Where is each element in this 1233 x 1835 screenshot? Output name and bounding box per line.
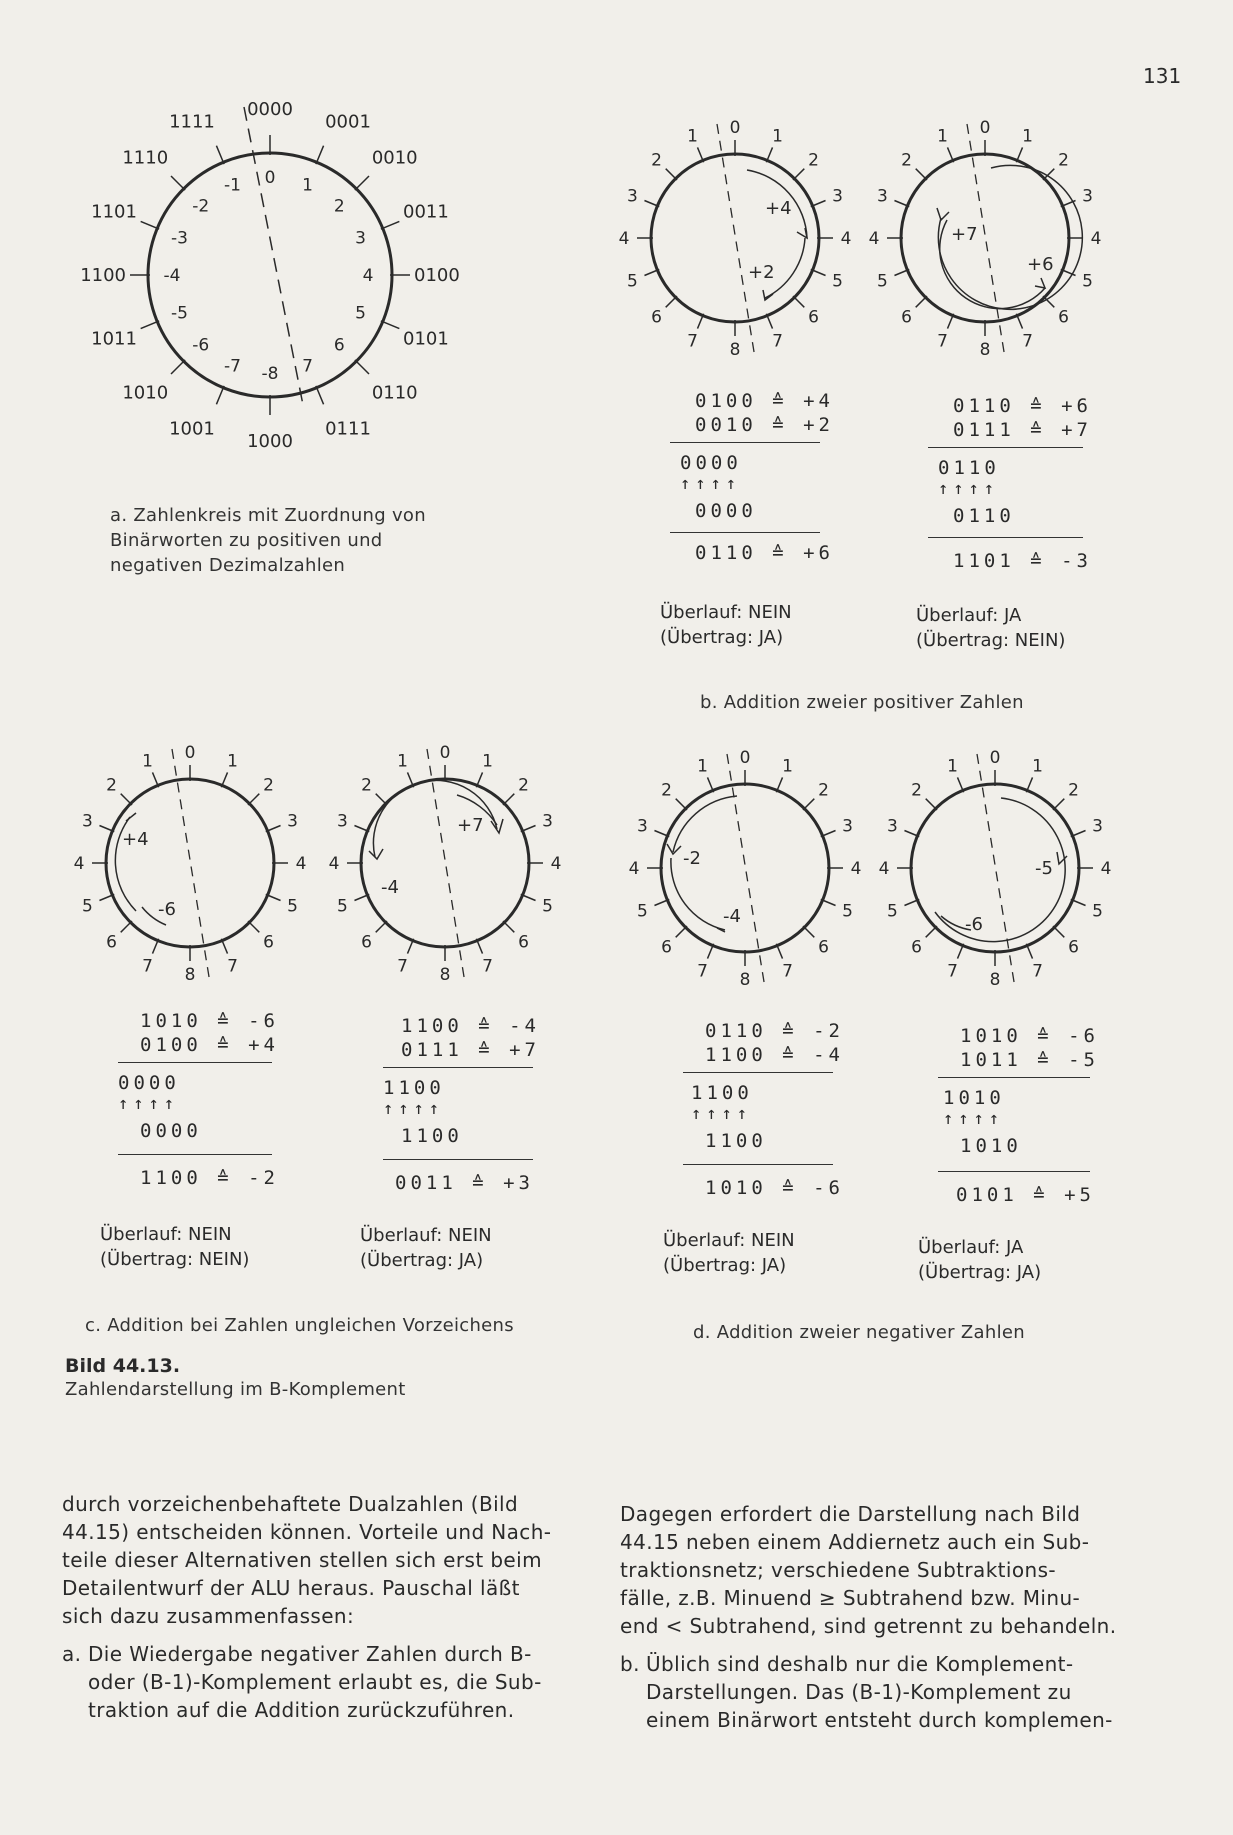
small-tick [676,799,687,810]
decimal-value-label: 2 [333,196,345,217]
arrow-label: -4 [381,877,399,898]
small-circle-number-label: 8 [739,970,751,990]
small-circle-number-label: 5 [287,896,298,917]
small-circle-number-label: 2 [106,775,117,796]
small-circle-number-label: 4 [295,854,307,874]
decimal-value-label: -6 [192,335,210,356]
caption-a-line2: Binärworten zu positiven und [110,530,383,551]
small-circle-number-label: 4 [850,859,862,879]
binary-word-label: 0100 [414,265,460,286]
small-circle-number-label: 7 [697,961,708,982]
small-circle-number-label: 5 [832,271,843,292]
small-circle-number-label: 7 [227,956,238,977]
small-circle-number-label: 5 [82,896,93,917]
small-circle-number-label: 4 [328,854,340,874]
small-tick [248,794,259,805]
caption-c: c. Addition bei Zahlen ungleichen Vorzeichens [85,1315,514,1336]
small-circle-number-label: 8 [979,340,991,360]
small-circle-number-label: 8 [989,970,1001,990]
small-circle-number-label: 4 [550,854,562,874]
small-circle-number-label: 6 [1068,937,1079,958]
small-circle-number-label: 8 [184,965,196,985]
small-circle-number-label: 3 [627,186,638,207]
arrow-label: -2 [683,848,701,869]
small-circle-number-label: 4 [618,229,630,249]
small-circle-d2 [875,740,1115,1000]
small-tick [666,296,677,307]
small-circle-number-label: 8 [439,965,451,985]
main-tick [141,221,159,229]
small-circle-number-label: 4 [868,229,880,249]
arrow-label: +4 [122,829,149,850]
small-circle-number-label: 5 [1092,901,1103,922]
small-circle-number-label: 3 [842,816,853,837]
small-circle-number-label: 6 [901,307,912,328]
small-circle-c2 [325,735,565,995]
small-tick [376,794,387,805]
decimal-value-label: 7 [302,356,313,377]
caption-b: b. Addition zweier positiver Zahlen [700,692,1024,713]
binary-word-label: 1000 [247,431,293,452]
small-circle-number-label: 3 [1092,816,1103,837]
small-circle-number-label: 0 [739,748,751,768]
main-circle-decimal-labels [164,168,374,384]
small-circle-number-label: 1 [782,756,793,777]
main-tick [316,386,324,404]
body-line: Darstellungen. Das (B-1)-Komplement zu [646,1680,1072,1704]
small-tick [926,926,937,937]
small-circle-number-label: 2 [651,150,662,171]
caption-d: d. Addition zweier negativer Zahlen [693,1322,1025,1343]
small-tick [803,799,814,810]
small-tick [1053,926,1064,937]
small-circle-number-label: 3 [82,811,93,832]
body-line: sich dazu zusammenfassen: [62,1604,355,1628]
body-line: durch vorzeichenbehaftete Dualzahlen (Bild [62,1492,519,1516]
small-circle-number-label: 1 [482,751,493,772]
small-circle-number-label: 3 [832,186,843,207]
body-line: Üblich sind deshalb nur die Komplement- [646,1652,1074,1676]
small-circle-number-label: 7 [687,331,698,352]
small-circle-number-label: 2 [361,775,372,796]
small-circle-number-label: 1 [142,751,153,772]
small-circle-number-label: 6 [911,937,922,958]
caption-a-line1: a. Zahlenkreis mit Zuordnung von [110,505,426,526]
body-left-column [62,1490,577,1724]
small-circle-number-label: 7 [1022,331,1033,352]
small-circle-number-label: 2 [911,780,922,801]
arrow-label: +7 [951,224,978,245]
decimal-value-label: -4 [163,266,181,286]
small-circle-number-label: 7 [947,961,958,982]
binary-word-label: 1111 [169,111,215,133]
body-line: 44.15 neben einem Addiernetz auch ein Sub- [620,1530,1090,1554]
small-circle-number-label: 2 [661,780,672,801]
small-circle-number-label: 2 [808,150,819,171]
arrow-label: +2 [748,262,775,283]
decimal-value-label: 5 [355,303,366,324]
body-right-column [620,1500,1140,1734]
small-circle-number-label: 0 [439,743,451,763]
body-line: Die Wiedergabe negativer Zahlen durch B- [88,1642,532,1666]
small-circle-number-label: 1 [227,751,238,772]
list-marker-a: a. [62,1642,82,1666]
small-circle-b2 [865,110,1105,370]
small-circle-number-label: 1 [947,756,958,777]
small-circle-number-label: 5 [627,271,638,292]
small-circle-number-label: 0 [989,748,1001,768]
decimal-value-label: 3 [355,228,366,249]
main-tick [381,221,399,229]
small-circle-number-label: 7 [782,961,793,982]
decimal-value-label: -1 [224,175,241,196]
small-circle-number-label: 4 [628,859,640,879]
small-circle-number-label: 5 [877,271,888,292]
list-item-b [620,1650,1140,1734]
main-tick [216,386,224,404]
small-tick [793,169,804,180]
small-circle-number-label: 1 [1022,126,1033,147]
body-line: einem Binärwort entsteht durch komplemen- [646,1708,1113,1732]
small-circle-number-label: 5 [542,896,553,917]
decimal-value-label: 4 [362,266,374,286]
small-circle-number-label: 3 [637,816,648,837]
small-circle-number-label: 7 [397,956,408,977]
page-number: 131 [1143,64,1182,88]
small-circle-number-label: 3 [877,186,888,207]
small-tick [666,169,677,180]
small-tick [503,794,514,805]
decimal-value-label: 6 [333,335,345,356]
binary-word-label: 0001 [325,111,371,133]
caption-a [110,503,426,578]
binary-word-label: 0011 [403,201,449,223]
small-circle-number-label: 2 [1058,150,1069,171]
body-line: teile dieser Alternativen stellen sich erst beim [62,1548,542,1572]
small-circle-number-label: 5 [1082,271,1093,292]
small-circle-number-label: 3 [542,811,553,832]
small-circle-number-label: 7 [1032,961,1043,982]
binary-word-label: 0110 [371,382,418,404]
small-circle-number-label: 7 [772,331,783,352]
decimal-value-label: -8 [261,364,279,384]
body-line: traktionsnetz; verschiedene Subtraktions- [620,1558,1057,1582]
small-circle-number-label: 2 [518,775,529,796]
binary-word-label: 0101 [403,328,449,350]
small-circle-number-label: 6 [361,932,372,953]
body-line: traktion auf die Addition zurückzuführen. [88,1698,515,1722]
binary-word-label: 0010 [371,147,418,169]
small-tick [803,926,814,937]
small-circle-number-label: 5 [887,901,898,922]
body-line: oder (B-1)-Komplement erlaubt es, die Sub- [88,1670,542,1694]
small-circle-number-label: 1 [397,751,408,772]
small-tick [916,169,927,180]
list-marker-b: b. [620,1652,640,1676]
arrow-label: -6 [965,914,983,935]
main-tick [141,321,159,329]
main-tick [171,176,185,190]
small-circle-number-label: 4 [73,854,85,874]
binary-word-label: 1110 [122,147,169,169]
binary-word-label: 0000 [247,99,293,120]
small-circle-number-label: 2 [263,775,274,796]
small-circle-number-label: 4 [1100,859,1112,879]
figure-number: Bild 44.13. [65,1355,181,1377]
small-circle-number-label: 6 [818,937,829,958]
small-circle-number-label: 1 [937,126,948,147]
small-circle-c1 [70,735,310,995]
small-circle-number-label: 6 [518,932,529,953]
small-circle-number-label: 3 [287,811,298,832]
small-tick [1053,799,1064,810]
small-tick [926,799,937,810]
arrow-label: -4 [723,906,741,927]
small-circle-number-label: 0 [979,118,991,138]
decimal-value-label: 0 [264,168,276,188]
small-circle-number-label: 6 [1058,307,1069,328]
small-circle-number-label: 6 [808,307,819,328]
arrow-label: -6 [158,899,176,920]
small-circle-number-label: 3 [1082,186,1093,207]
small-circle-d1 [625,740,865,1000]
small-circle-number-label: 7 [482,956,493,977]
small-circle-number-label: 1 [697,756,708,777]
arrow-label: +4 [765,198,792,219]
figure-caption: Zahlendarstellung im B-Komplement [65,1379,406,1400]
small-circle-number-label: 1 [687,126,698,147]
arrow-label: +7 [457,815,484,836]
binary-word-label: 1010 [122,382,169,404]
body-line: fälle, z.B. Minuend ≥ Subtrahend bzw. Minu- [620,1586,1081,1610]
decimal-value-label: -3 [170,228,188,249]
binary-word-label: 1001 [169,418,215,440]
small-tick [248,921,259,932]
caption-a-line3: negativen Dezimalzahlen [110,555,346,576]
small-circle-number-label: 2 [1068,780,1079,801]
small-tick [376,921,387,932]
list-item-a [62,1640,577,1724]
small-circle-number-label: 4 [878,859,890,879]
small-circle-number-label: 5 [637,901,648,922]
small-circle-number-label: 3 [337,811,348,832]
small-circle-number-label: 1 [772,126,783,147]
small-circle-number-label: 0 [184,743,196,763]
small-circle-number-label: 1 [1032,756,1043,777]
main-tick [381,321,399,329]
small-circle-number-label: 3 [887,816,898,837]
small-circle-number-label: 2 [901,150,912,171]
small-circle-number-label: 5 [337,896,348,917]
small-circle-number-label: 7 [142,956,153,977]
small-circle-number-label: 8 [729,340,741,360]
body-line: Dagegen erfordert die Darstellung nach Bild [620,1502,1081,1526]
small-circle-number-label: 2 [818,780,829,801]
arrow-label: +6 [1027,254,1054,275]
small-circle-number-label: 4 [840,229,852,249]
small-circle-number-label: 4 [1090,229,1102,249]
small-circle-number-label: 5 [842,901,853,922]
binary-word-label: 0111 [325,418,371,440]
small-circle-number-label: 7 [937,331,948,352]
body-line: Detailentwurf der ALU heraus. Pauschal läßt [62,1576,520,1600]
main-number-circle [60,95,480,465]
small-circle-number-label: 6 [263,932,274,953]
main-tick [355,176,369,190]
small-circle-number-label: 6 [106,932,117,953]
small-tick [793,296,804,307]
small-circle-number-label: 6 [661,937,672,958]
decimal-value-label: -2 [192,196,210,217]
figure-label [65,1355,406,1402]
small-tick [121,921,132,932]
arrow-label: -5 [1035,858,1053,879]
main-tick [316,146,324,164]
decimal-value-label: -7 [224,356,241,377]
small-circle-number-label: 6 [651,307,662,328]
small-circle-number-label: 0 [729,118,741,138]
binary-word-label: 1011 [91,328,137,350]
main-tick [355,360,369,374]
body-line: end < Subtrahend, sind getrennt zu behandeln. [620,1614,1117,1638]
main-tick [216,146,224,164]
main-tick [171,360,185,374]
body-line: 44.15) entscheiden können. Vorteile und Nach- [62,1520,552,1544]
decimal-value-label: 1 [302,175,313,196]
small-tick [121,794,132,805]
small-tick [676,926,687,937]
small-tick [503,921,514,932]
binary-word-label: 1100 [80,265,126,286]
small-tick [916,296,927,307]
small-circle-b1 [615,110,855,370]
decimal-value-label: -5 [170,303,188,324]
binary-word-label: 1101 [91,201,137,223]
